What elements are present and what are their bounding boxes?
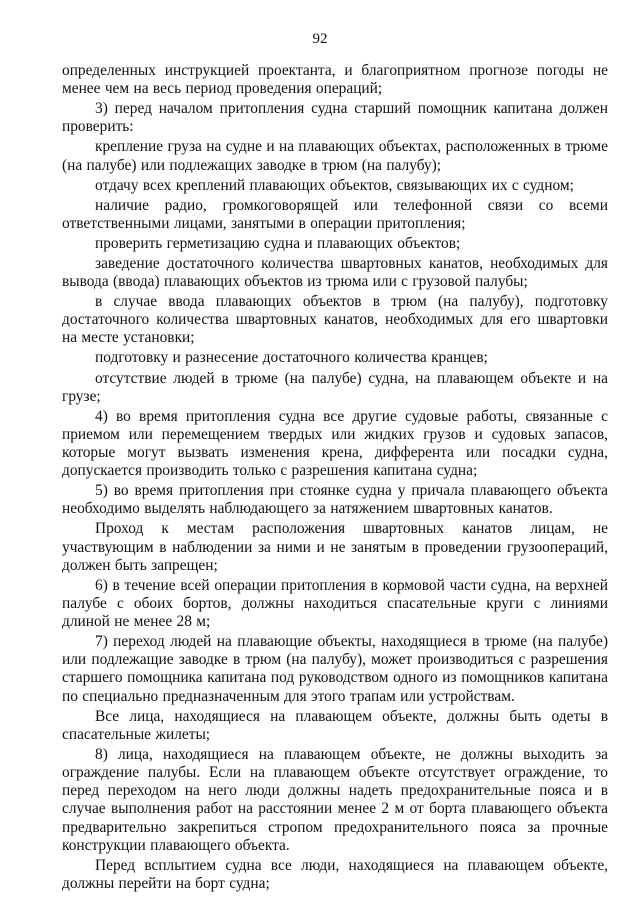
paragraph-mooring-preparation: в случае ввода плавающих объектов в трюм (на палубу), подготовку достаточного количества швартовных канатов, необходимых для его швартовки на месте установки;	[62, 293, 608, 347]
paragraph-item-8: 8) лица, находящиеся на плавающем объекте, не должны выходить за ограждение палубы. Если на плавающем объекте отсутствует ограждение, то перед переходом на него люди должны надеть предохранительные пояса и в случае выполнения работ на расстоянии менее 2 м от борта плавающего объекта предварительно закрепиться стропом предохранительного пояса за прочные конструкции плавающего объекта.	[62, 745, 608, 854]
paragraph-continuation: определенных инструкцией проектанта, и благоприятном прогнозе погоды не менее чем на весь период проведения операций;	[62, 62, 608, 98]
paragraph-mooring-lines: заведение достаточного количества швартовных канатов, необходимых для вывода (ввода) плавающих объектов из трюма или с грузовой палубы;	[62, 254, 608, 291]
paragraph-passage-prohibited: Проход к местам расположения швартовных канатов лицам, не участвующим в наблюдении за ними и не занятым в проведении грузоопераций, должен быть запрещен;	[62, 520, 608, 574]
document-body	[62, 62, 608, 895]
paragraph-item-7: 7) переход людей на плавающие объекты, находящиеся в трюме (на палубе) или подлежащие заводке в трюм (на палубу), может производиться с разрешения старшего помощника капитана под руководством одного из помощников капитана по специально предназначенным для этого трапам или устройствам.	[62, 633, 608, 705]
paragraph-item-6: 6) в течение всей операции притопления в кормовой части судна, на верхней палубе с обоих бортов, должны находиться спасательные круги с линиями длиной не менее 28 м;	[62, 576, 608, 631]
paragraph-no-people: отсутствие людей в трюме (на палубе) судна, на плавающем объекте и на грузе;	[62, 369, 608, 405]
paragraph-communications: наличие радио, громкоговорящей или телефонной связи со всеми ответственными лицами, занятыми в операции притопления;	[62, 196, 608, 232]
paragraph-item-5: 5) во время притопления при стоянке судна у причала плавающего объекта необходимо выделять наблюдающего за натяжением швартовных канатов.	[62, 482, 608, 518]
page-number: 92	[312, 31, 328, 47]
paragraph-item-4: 4) во время притопления судна все другие судовые работы, связанные с приемом или перемещением твердых или жидких грузов и судовых запасов, которые могут вызвать изменения крена, дифферента или посадки судна, допускается производить только с разрешения капитана судна;	[62, 407, 608, 480]
paragraph-life-jackets: Все лица, находящиеся на плавающем объекте, должны быть одеты в спасательные жилеты;	[62, 707, 608, 743]
paragraph-cargo-securing: крепление груза на судне и на плавающих объектах, расположенных в трюме (на палубе) или подлежащих заводке в трюм (на палубу);	[62, 138, 608, 174]
paragraph-watertightness: проверить герметизацию судна и плавающих объектов;	[95, 234, 461, 252]
paragraph-item-3: 3) перед началом притопления судна старший помощник капитана должен проверить:	[62, 100, 608, 136]
paragraph-before-surfacing: Перед всплытием судна все люди, находящиеся на плавающем объекте, должны перейти на борт судна;	[62, 856, 608, 892]
paragraph-fenders: подготовку и разнесение достаточного количества кранцев;	[95, 349, 488, 367]
paragraph-release-fastenings: отдачу всех креплений плавающих объектов, связывающих их с судном;	[95, 176, 574, 194]
